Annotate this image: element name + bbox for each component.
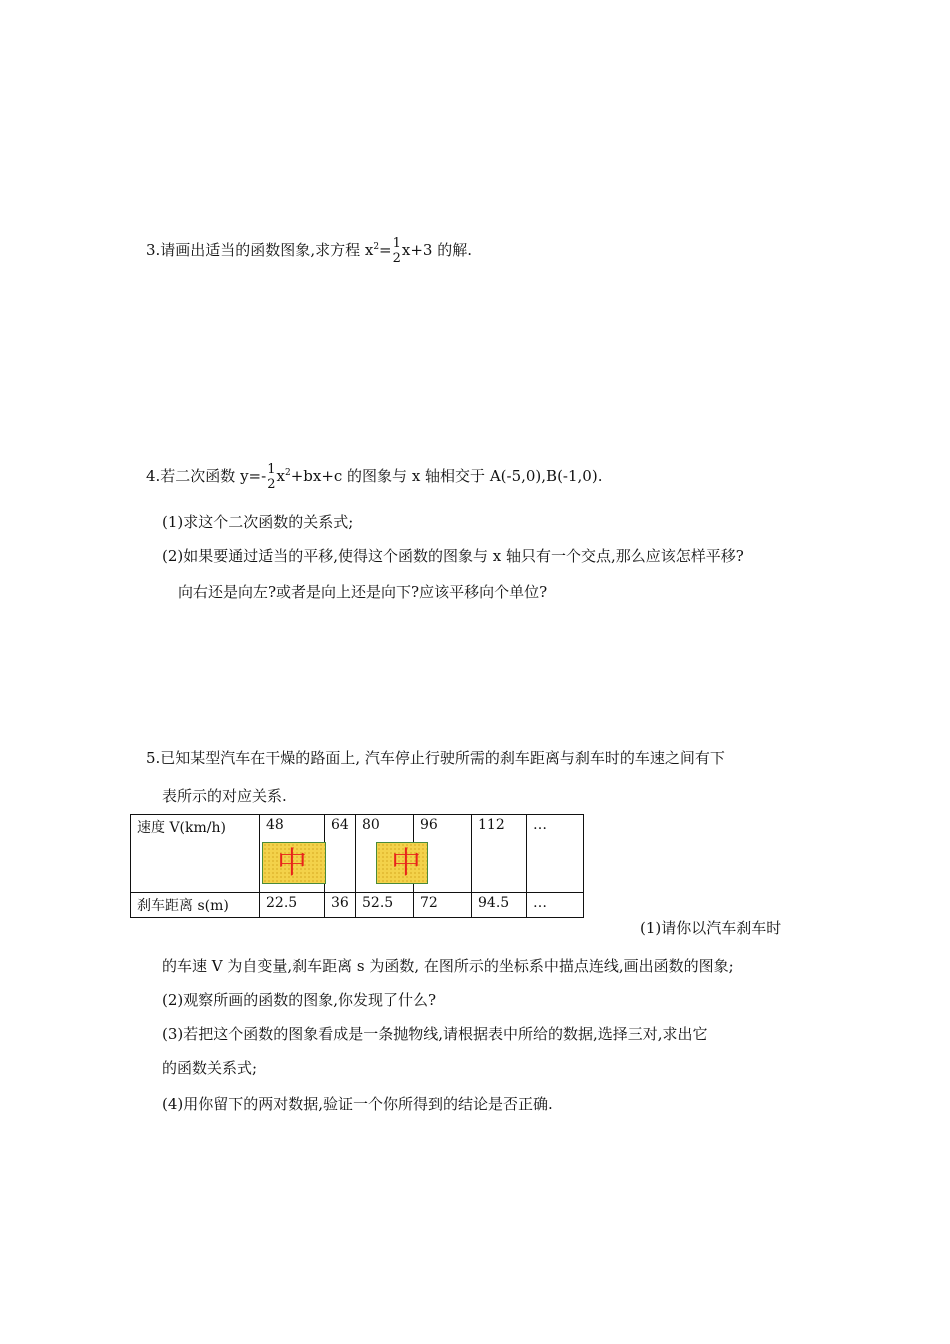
speed-cell: 112: [472, 815, 527, 893]
q5-part-1-line-1: (1)请你以汽车刹车时: [640, 919, 782, 937]
table-row-distance: [131, 893, 584, 918]
speed-cell: 64: [325, 815, 356, 893]
watermark-stamp-2: 中: [376, 842, 428, 884]
distance-cell: 72: [414, 893, 472, 918]
distance-cell: 94.5: [472, 893, 527, 918]
q4-frac-den: 2: [267, 477, 276, 492]
distance-cell: 52.5: [356, 893, 414, 918]
speed-label-cell: 速度 V(km/h): [131, 815, 260, 893]
q3-prefix: 3.请画出适当的函数图象,求方程 x: [146, 241, 374, 259]
speed-cell: 48: [260, 815, 325, 893]
q4-part-2-line-1: (2)如果要通过适当的平移,使得这个函数的图象与 x 轴只有一个交点,那么应该怎样平移?: [162, 547, 744, 565]
distance-label-cell: 刹车距离 s(m): [131, 893, 260, 918]
q3-fraction: [393, 236, 401, 266]
q4-suffix: +bx+c 的图象与 x 轴相交于 A(-5,0),B(-1,0).: [290, 467, 603, 485]
q3-exponent: 2: [373, 242, 380, 252]
q4-exponent: 2: [284, 468, 291, 478]
q5-part-1-line-2: 的车速 V 为自变量,刹车距离 s 为函数, 在图所示的坐标系中描点连线,画出函数的图象;: [162, 957, 734, 975]
distance-cell: 22.5: [260, 893, 325, 918]
q3-frac-num: 1: [392, 236, 401, 251]
q5-part-4: (4)用你留下的两对数据,验证一个你所得到的结论是否正确.: [162, 1095, 553, 1113]
q5-intro-line-2: 表所示的对应关系.: [162, 787, 287, 805]
distance-cell: …: [527, 893, 584, 918]
q4-x: x: [276, 467, 285, 485]
question-4: [146, 462, 602, 492]
q5-part-3-line-1: (3)若把这个函数的图象看成是一条抛物线,请根据表中所给的数据,选择三对,求出它: [162, 1025, 708, 1043]
watermark-stamp-1: 中: [262, 842, 326, 884]
q5-part-2: (2)观察所画的函数的图象,你发现了什么?: [162, 991, 437, 1009]
q3-frac-den: 2: [392, 251, 401, 266]
q3-eq: =: [379, 241, 392, 259]
q5-part-3-line-2: 的函数关系式;: [162, 1059, 258, 1077]
speed-cell: …: [527, 815, 584, 893]
q4-prefix: 4.若二次函数 y=-: [146, 467, 267, 485]
q5-intro-line-1: 5.已知某型汽车在干燥的路面上, 汽车停止行驶所需的刹车距离与刹车时的车速之间有下: [146, 749, 725, 767]
q4-frac-num: 1: [267, 462, 276, 477]
q3-suffix: x+3 的解.: [401, 241, 473, 259]
question-3: [146, 236, 472, 266]
distance-cell: 36: [325, 893, 356, 918]
speed-cell: 96: [414, 815, 472, 893]
q4-part-1: (1)求这个二次函数的关系式;: [162, 513, 354, 531]
q4-part-2-line-2: 向右还是向左?或者是向上还是向下?应该平移向个单位?: [178, 583, 548, 601]
q4-fraction: [267, 462, 275, 492]
table-row-speed: [131, 815, 584, 893]
speed-distance-table: [130, 814, 584, 918]
speed-cell: 80: [356, 815, 414, 893]
